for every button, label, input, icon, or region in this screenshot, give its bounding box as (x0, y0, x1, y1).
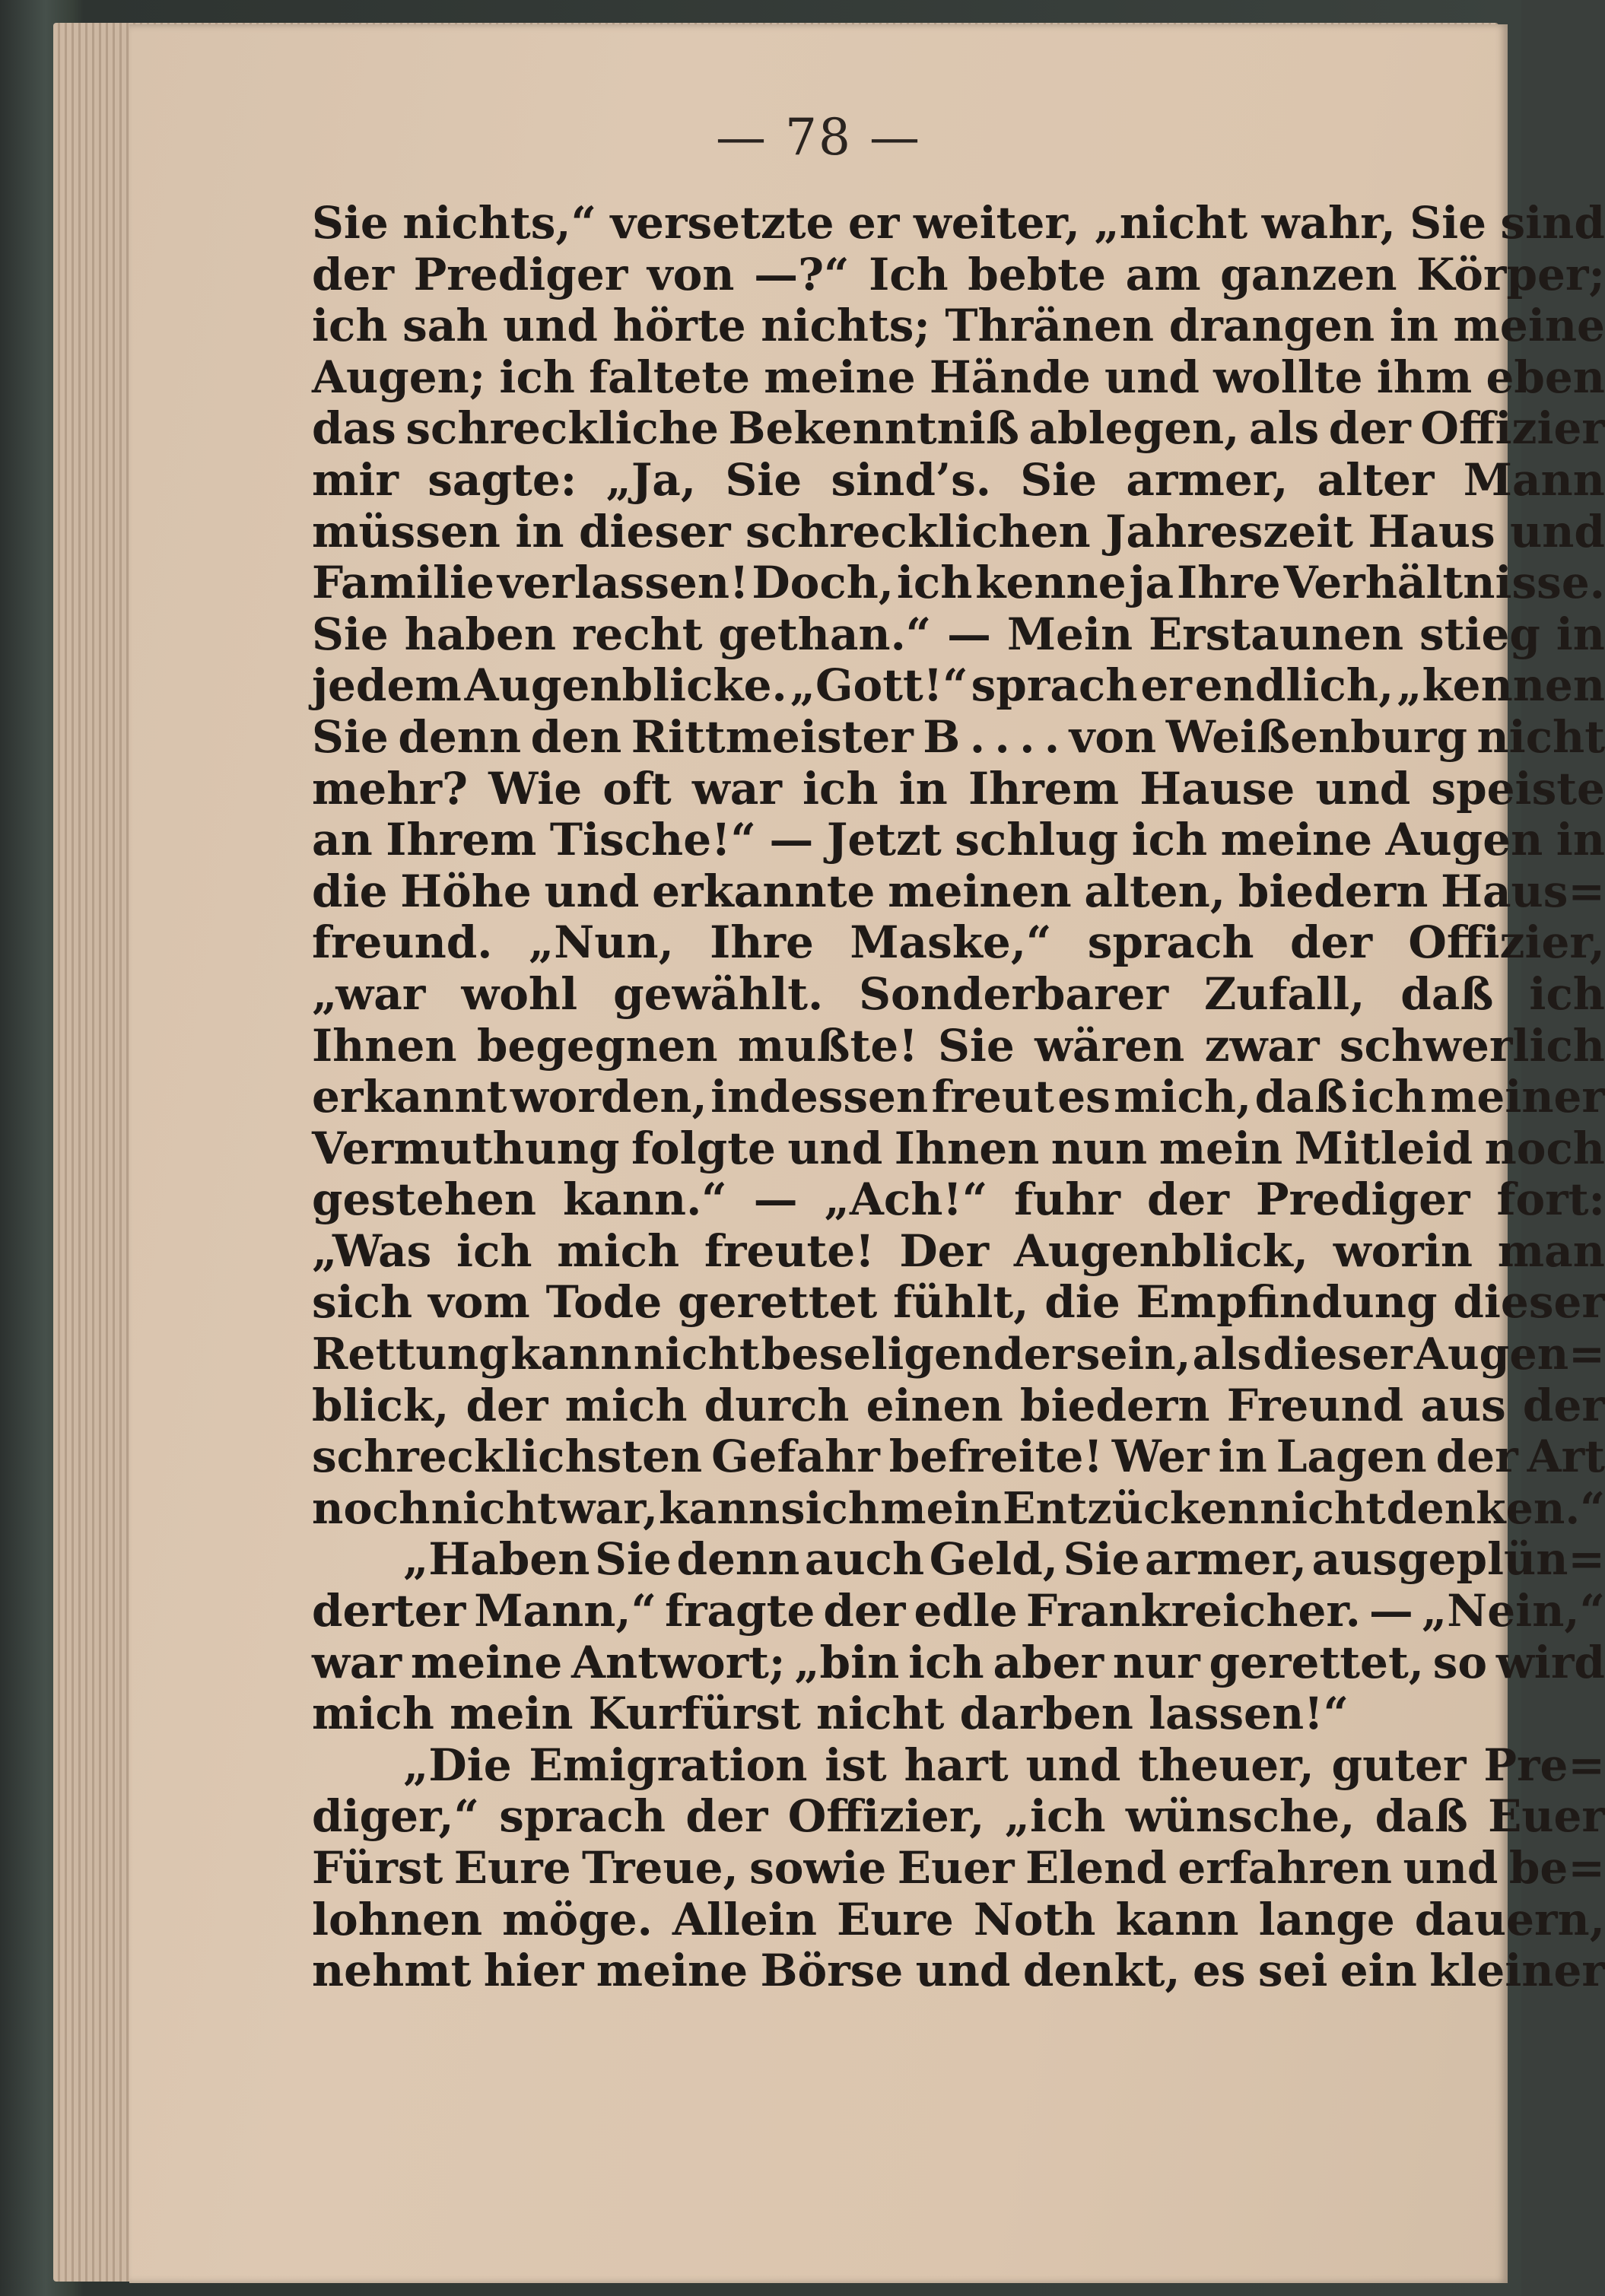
text-line: müssen in dieser schrecklichen Jahreszeit Haus und (312, 505, 1605, 557)
text-line: an Ihrem Tische!“ — Jetzt schlug ich meine Augen in (312, 814, 1605, 866)
text-line: die Höhe und erkannte meinen alten, biedern Haus= (312, 865, 1605, 917)
text-line: blick, der mich durch einen biedern Freund aus der (312, 1379, 1605, 1431)
text-line: Augen; ich faltete meine Hände und wollte ihm eben (312, 351, 1605, 403)
text-line: „Was ich mich freute! Der Augenblick, worin man (312, 1224, 1605, 1277)
text-line: Vermuthung folgte und Ihnen nun mein Mitleid noch (312, 1122, 1605, 1174)
text-line: schrecklichsten Gefahr befreite! Wer in Lagen der Art (312, 1431, 1605, 1483)
text-line: „war wohl gewählt. Sonderbarer Zufall, daß ich (312, 967, 1605, 1020)
text-line: diger,“ sprach der Offizier, „ich wünsche, daß Euer (312, 1790, 1605, 1843)
text-line: Sie nichts,“ versetzte er weiter, „nicht wahr, Sie sind (312, 197, 1605, 249)
text-line: nehmt hier meine Börse und denkt, es sei ein kleiner (312, 1945, 1605, 1997)
text-line: „Die Emigration ist hart und theuer, guter Pre= (403, 1739, 1605, 1791)
text-line: Sie haben recht gethan.“ — Mein Erstaunen stieg in (312, 608, 1605, 660)
text-line: sich vom Tode gerettet fühlt, die Empfindung dieser (312, 1276, 1605, 1329)
text-line: Rettung kann nicht beseligender sein, als dieser Augen= (312, 1329, 1605, 1380)
text-line: freund. „Nun, Ihre Maske,“ sprach der Offizier, (312, 916, 1605, 969)
text-line: war meine Antwort; „bin ich aber nur gerettet, so wird (312, 1636, 1605, 1688)
text-line: lohnen möge. Allein Eure Noth kann lange dauern, (312, 1893, 1605, 1945)
text-line: mich mein Kurfürst nicht darben lassen!“ (312, 1688, 1349, 1740)
text-line: jedem Augenblicke. „Gott!“ sprach er endlich, „kennen (312, 659, 1605, 712)
text-line: gestehen kann.“ — „Ach!“ fuhr der Prediger fort: (312, 1173, 1605, 1226)
text-line: der Prediger von —?“ Ich bebte am ganzen Körper; (312, 248, 1605, 300)
text-line: Ihnen begegnen mußte! Sie wären zwar schwerlich (312, 1019, 1605, 1072)
text-line: „Haben Sie denn auch Geld, Sie armer, ausgeplün= (403, 1533, 1605, 1586)
text-line: Sie denn den Rittmeister B . . . . von Weißenburg nicht (312, 710, 1605, 763)
text-line: das schreckliche Bekenntniß ablegen, als der Offizier (312, 402, 1605, 455)
text-line: erkannt worden, indessen freut es mich, daß ich meiner (312, 1071, 1605, 1123)
text-line: mir sagte: „Ja, Sie sind’s. Sie armer, alter Mann (312, 453, 1605, 506)
page-number: — 78 — (716, 108, 921, 167)
text-line: Fürst Eure Treue, sowie Euer Elend erfahren und be= (312, 1842, 1605, 1894)
text-line: Familie verlassen! Doch, ich kenne ja Ihre Verhältnisse. (312, 557, 1605, 609)
text-line: ich sah und hörte nichts; Thränen drangen in meine (312, 300, 1605, 352)
text-block (312, 198, 1605, 1997)
book-page (129, 24, 1605, 2283)
text-line: mehr? Wie oft war ich in Ihrem Hause und speiste (312, 762, 1605, 815)
text-line: derter Mann,“ fragte der edle Frankreicher. — „Nein,“ (312, 1585, 1605, 1637)
text-line: noch nicht war, kann sich mein Entzücken nicht denken.“ (312, 1482, 1605, 1534)
